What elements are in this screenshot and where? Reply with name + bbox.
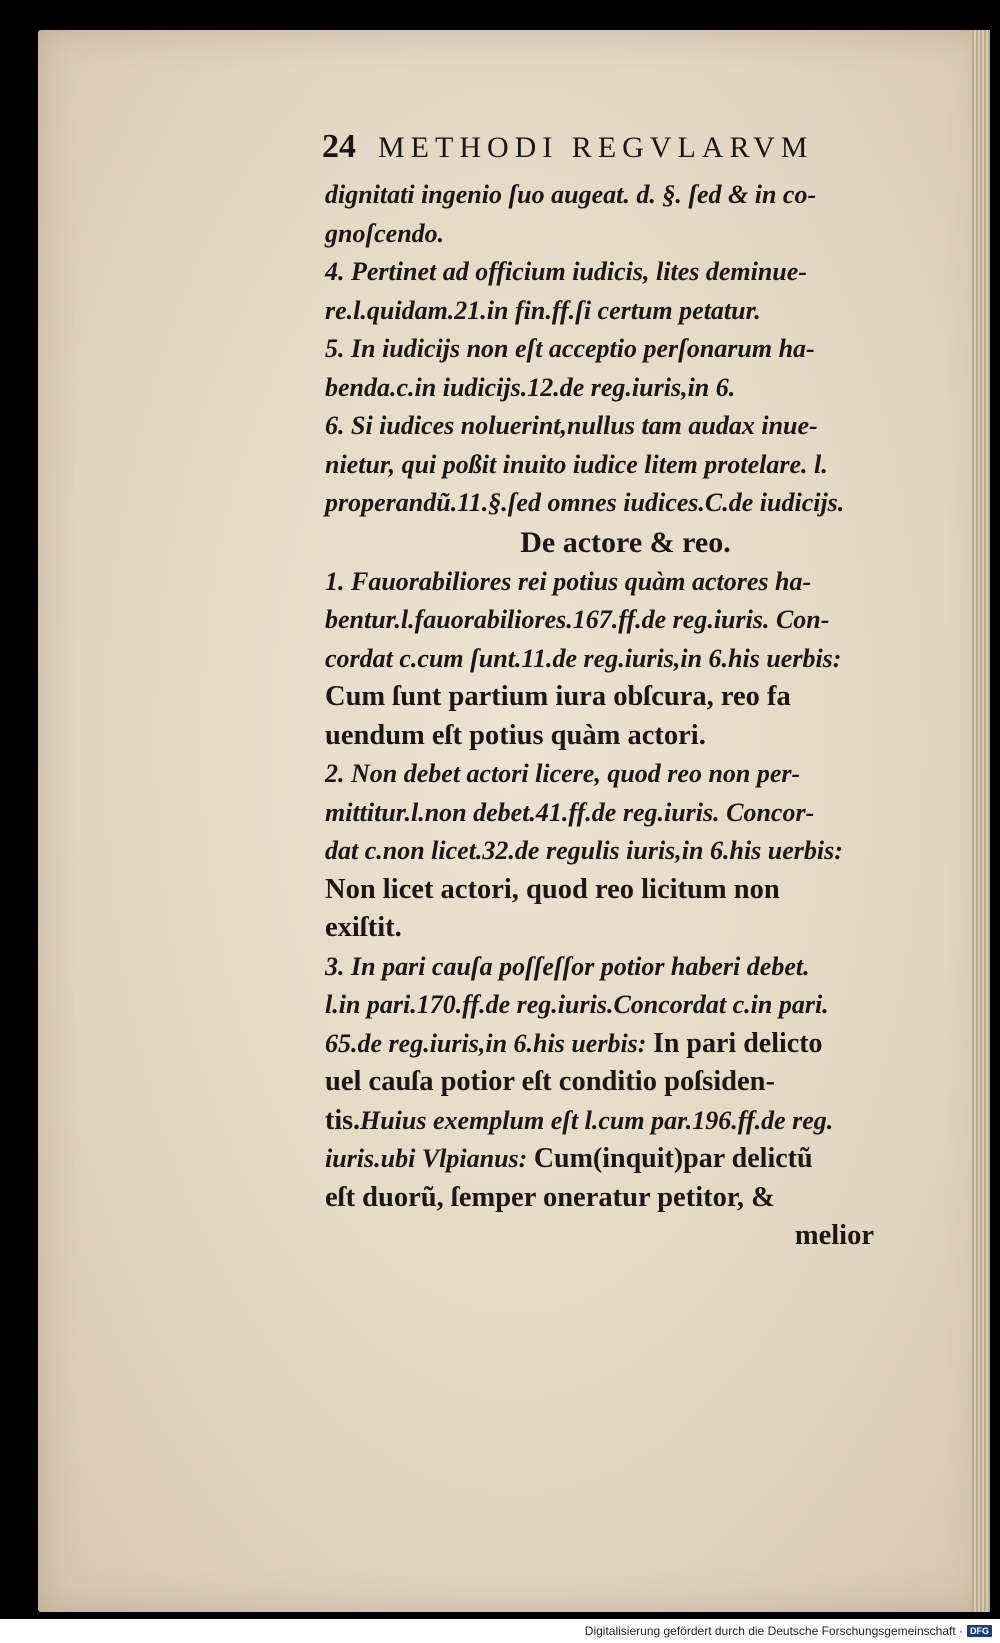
text-segment: tis. <box>325 1104 360 1136</box>
text-line: bentur.l.fauorabiliores.167.ff.de reg.iuris. Con- <box>325 605 830 634</box>
text-line <box>325 1102 890 1141</box>
text-segment: Huius exemplum eſt l.cum par.196.ff.de reg. <box>360 1105 834 1135</box>
text-line: properandũ.11.§.ſed omnes iudices.C.de iudicijs. <box>325 488 845 517</box>
text-line <box>325 1140 890 1179</box>
text-line: Cum ſunt partium iura obſcura, reo fa <box>325 681 791 712</box>
footer-bar <box>0 1619 1000 1643</box>
text-line: uendum eſt potius quàm actori. <box>325 719 706 751</box>
text-segment: Cum(inquit)par delictũ <box>533 1143 813 1174</box>
text-line: dat c.non licet.32.de regulis iuris,in 6.his uerbis: <box>325 836 843 865</box>
text-line: uel cauſa potior eſt conditio poſsiden- <box>325 1066 775 1097</box>
text-line: nietur, qui poßit inuito iudice litem protelare. l. <box>325 449 828 479</box>
section-heading: De actore & reo. <box>520 525 731 559</box>
text-line: re.l.quidam.21.in fin.ff.ſi certum petatur. <box>325 295 761 325</box>
text-line: 6. Si iudices noluerint,nullus tam audax inue- <box>325 411 818 440</box>
text-line: cordat c.cum ſunt.11.de reg.iuris,in 6.his uerbis: <box>325 643 842 673</box>
dfg-logo: DFG <box>967 1625 992 1637</box>
text-line: 1. Fauorabiliores rei potius quàm actores ha- <box>325 566 812 596</box>
text-line: gnoſcendo. <box>325 218 445 248</box>
text-line: 4. Pertinet ad officium iudicis, lites deminue- <box>325 257 807 286</box>
text-line: Non licet actori, quod reo licitum non <box>325 873 780 905</box>
page-edge <box>972 30 990 1612</box>
footer-credit: Digitalisierung gefördert durch die Deutsche Forschungsgemeinschaft · <box>584 1624 963 1638</box>
running-head: METHODI REGVLARVM <box>378 131 814 164</box>
text-line: mittitur.l.non debet.41.ff.de reg.iuris. Concor- <box>325 797 815 827</box>
text-line: dignitati ingenio ſuo augeat. d. §. ſed & in co- <box>325 180 817 209</box>
text-line: 2. Non debet actori licere, quod reo non per- <box>325 759 801 788</box>
text-segment: iuris.ubi Vlpianus: <box>325 1144 534 1173</box>
text-line: l.in pari.170.ff.de reg.iuris.Concordat c.in pari. <box>325 990 829 1019</box>
text-line: eſt duorũ, ſemper oneratur petitor, & <box>325 1181 775 1213</box>
text-line: 5. In iudicijs non eſt acceptio perſonarum ha- <box>325 334 815 363</box>
text-line: benda.c.in iudicijs.12.de reg.iuris,in 6. <box>325 372 736 402</box>
text-segment: In pari delicto <box>652 1027 823 1059</box>
text-line <box>325 1025 890 1064</box>
page-header <box>322 128 882 166</box>
text-segment: 65.de reg.iuris,in 6.his uerbis: <box>325 1028 653 1058</box>
text-line: exiſtit. <box>325 912 402 943</box>
text-line: melior <box>794 1220 874 1251</box>
body-text <box>325 176 890 1256</box>
page-number: 24 <box>322 128 356 165</box>
text-line: 3. In pari cauſa poſſeſſor potior haberi debet. <box>325 951 810 981</box>
